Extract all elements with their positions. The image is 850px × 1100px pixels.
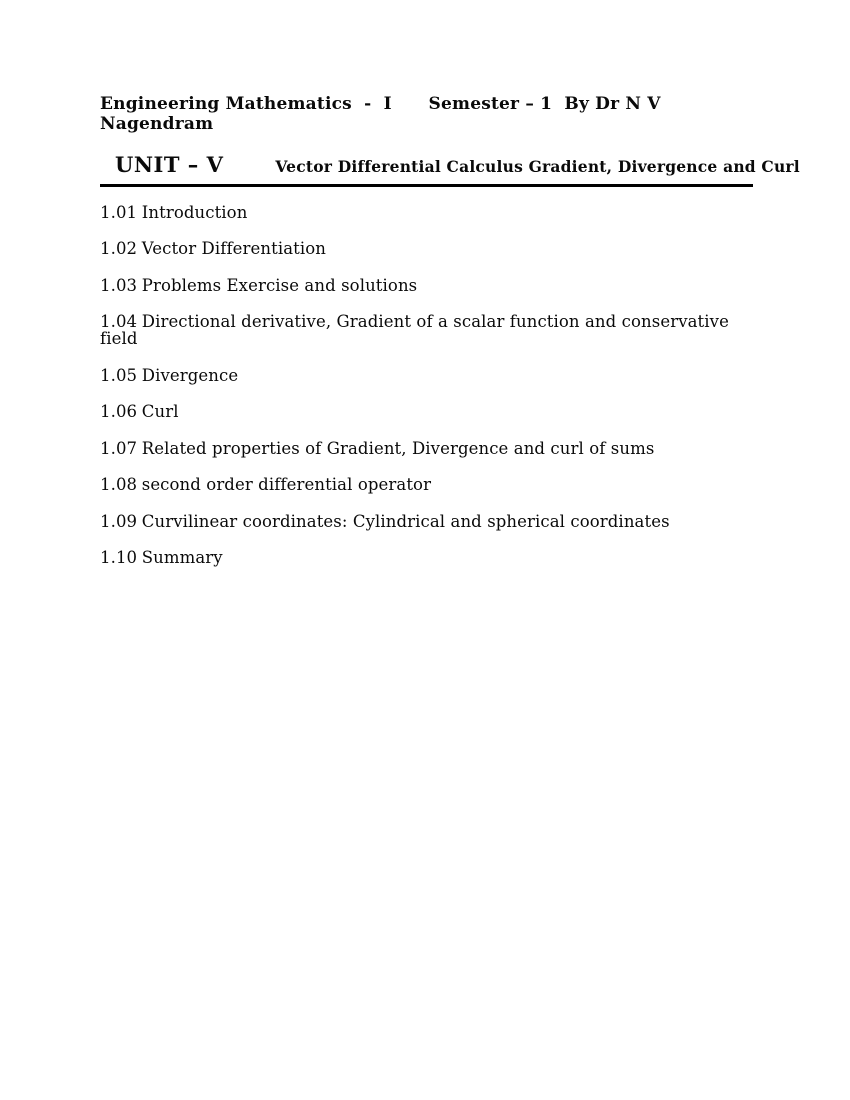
- unit-title: Vector Differential Calculus Gradient, Divergence and Curl: [275, 156, 800, 176]
- unit-heading-row: [100, 151, 800, 187]
- toc-item: [100, 204, 753, 221]
- toc-item-title: second order differential operator: [141, 475, 432, 495]
- toc-item-title: Curl: [141, 402, 179, 422]
- toc-item-title: Vector Differentiation: [141, 239, 327, 259]
- document-header: Engineering Mathematics - I Semester – 1 By Dr N V Nagendram: [100, 94, 667, 135]
- toc-item: [100, 440, 753, 457]
- toc-item-title: Directional derivative, Gradient of a scalar function and conservative field: [100, 312, 729, 349]
- toc-item-title: Related properties of Gradient, Divergence and curl of sums: [141, 438, 655, 458]
- toc-item-number: 1.09: [100, 511, 138, 531]
- unit-label: UNIT – V: [115, 151, 224, 177]
- toc-item-number: 1.02: [100, 239, 138, 259]
- toc-item-title: Curvilinear coordinates: Cylindrical and spherical coordinates: [141, 511, 670, 531]
- toc-item: [100, 367, 753, 384]
- toc-item-title: Problems Exercise and solutions: [141, 275, 418, 295]
- toc-item: [100, 476, 753, 493]
- toc-item-number: 1.08: [100, 475, 138, 495]
- toc-item-number: 1.10: [100, 548, 138, 568]
- toc-item-number: 1.05: [100, 365, 138, 385]
- toc-item-number: 1.06: [100, 402, 138, 422]
- toc-item: [100, 277, 753, 294]
- toc-item-title: Divergence: [141, 365, 239, 385]
- toc-item: [100, 403, 753, 420]
- toc-item: [100, 549, 753, 566]
- toc-item-number: 1.04: [100, 312, 138, 332]
- toc-item: [100, 240, 753, 257]
- toc-item-number: 1.07: [100, 438, 138, 458]
- toc-item-title: Introduction: [141, 202, 248, 222]
- toc-item-title: Summary: [141, 548, 223, 568]
- table-of-contents: [100, 204, 753, 567]
- toc-item: [100, 513, 753, 530]
- toc-item-number: 1.03: [100, 275, 138, 295]
- toc-item-number: 1.01: [100, 202, 138, 222]
- toc-item: [100, 313, 753, 347]
